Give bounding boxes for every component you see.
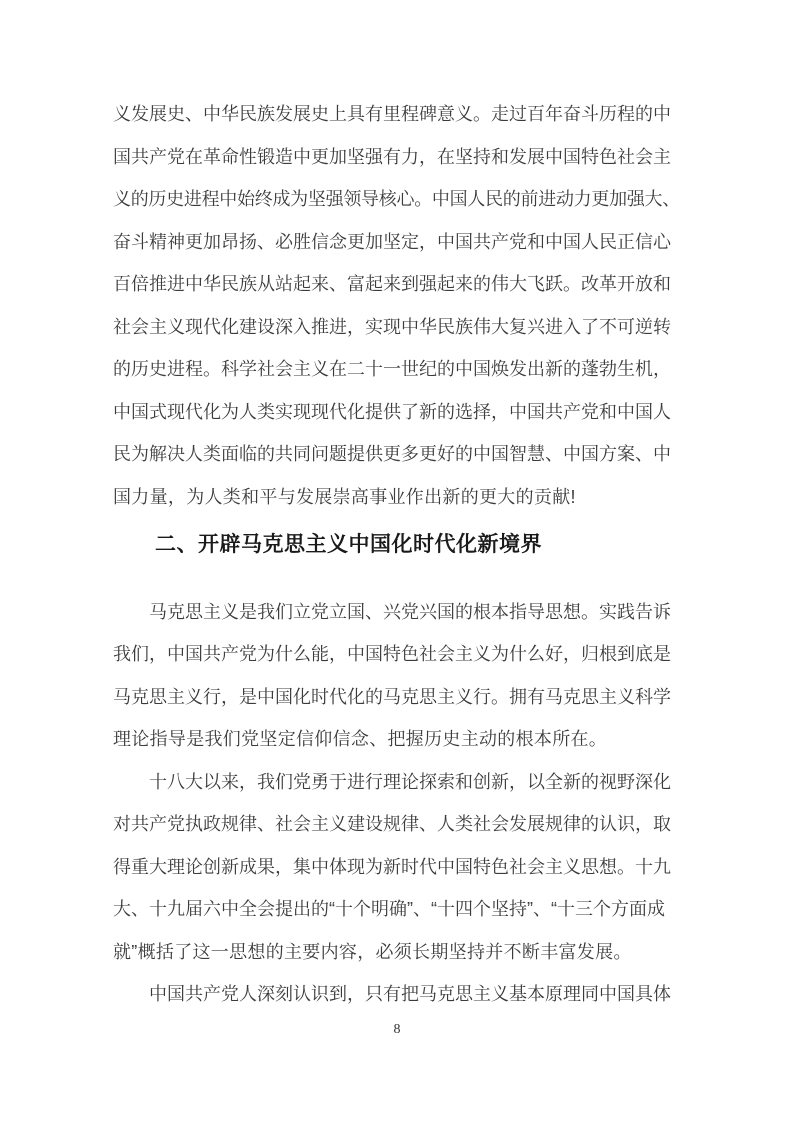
text-line: 马克思主义行，是中国化时代化的马克思主义行。拥有马克思主义科学 — [113, 686, 671, 707]
text-line: 得重大理论创新成果，集中体现为新时代中国特色社会主义思想。十九 — [113, 856, 671, 877]
text-line: 百倍推进中华民族从站起来、富起来到强起来的伟大飞跃。改革开放和 — [113, 274, 671, 294]
paragraph-body — [113, 591, 680, 761]
text-line: 理论指导是我们党坚定信仰信念、把握历史主动的根本所在。 — [113, 729, 608, 749]
page-footer — [0, 1020, 794, 1039]
text-line: 马克思主义是我们立党立国、兴党兴国的根本指导思想。实践告诉 — [113, 601, 671, 622]
text-line: 我们，中国共产党为什么能，中国特色社会主义为什么好，归根到底是 — [113, 644, 671, 664]
text-line: 就”概括了这一思想的主要内容，必须长期坚持并不断丰富发展。 — [113, 941, 632, 962]
text-line: 的历史进程。科学社会主义在二十一世纪的中国焕发出新的蓬勃生机， — [113, 359, 671, 379]
text-line: 十八大以来，我们党勇于进行理论探索和创新，以全新的视野深化 — [113, 771, 671, 792]
text-line: 对共产党执政规律、社会主义建设规律、人类社会发展规律的认识，取 — [113, 814, 671, 834]
page-number: 8 — [393, 1022, 401, 1037]
text-line: 国共产党在革命性锻造中更加坚强有力，在坚持和发展中国特色社会主 — [113, 146, 671, 167]
text-line: 义的历史进程中始终成为坚强领导核心。中国人民的前进动力更加强大、 — [113, 189, 680, 209]
paragraph-continuation — [113, 93, 680, 518]
section-heading: 二、开辟马克思主义中国化时代化新境界 — [155, 533, 542, 556]
text-line: 社会主义现代化建设深入推进，实现中华民族伟大复兴进入了不可逆转 — [113, 316, 671, 337]
text-line: 义发展史、中华民族发展史上具有里程碑意义。走过百年奋斗历程的中 — [113, 104, 671, 124]
text-line: 中国式现代化为人类实现现代化提供了新的选择，中国共产党和中国人 — [113, 401, 671, 422]
text-line: 大、十九届六中全会提出的“十个明确”、“十四个坚持”、“十三个方面成 — [113, 899, 665, 919]
text-line: 民为解决人类面临的共同问题提供更多更好的中国智慧、中国方案、中 — [113, 444, 671, 464]
paragraph-body — [113, 761, 680, 974]
text-line: 奋斗精神更加昂扬、必胜信念更加坚定，中国共产党和中国人民正信心 — [113, 231, 671, 252]
text-line: 国力量，为人类和平与发展崇高事业作出新的更大的贡献! — [113, 486, 576, 507]
paragraph-continuation-next — [113, 973, 680, 1016]
text-line: 中国共产党人深刻认识到，只有把马克思主义基本原理同中国具体 — [113, 984, 671, 1004]
page-content — [113, 93, 680, 1016]
